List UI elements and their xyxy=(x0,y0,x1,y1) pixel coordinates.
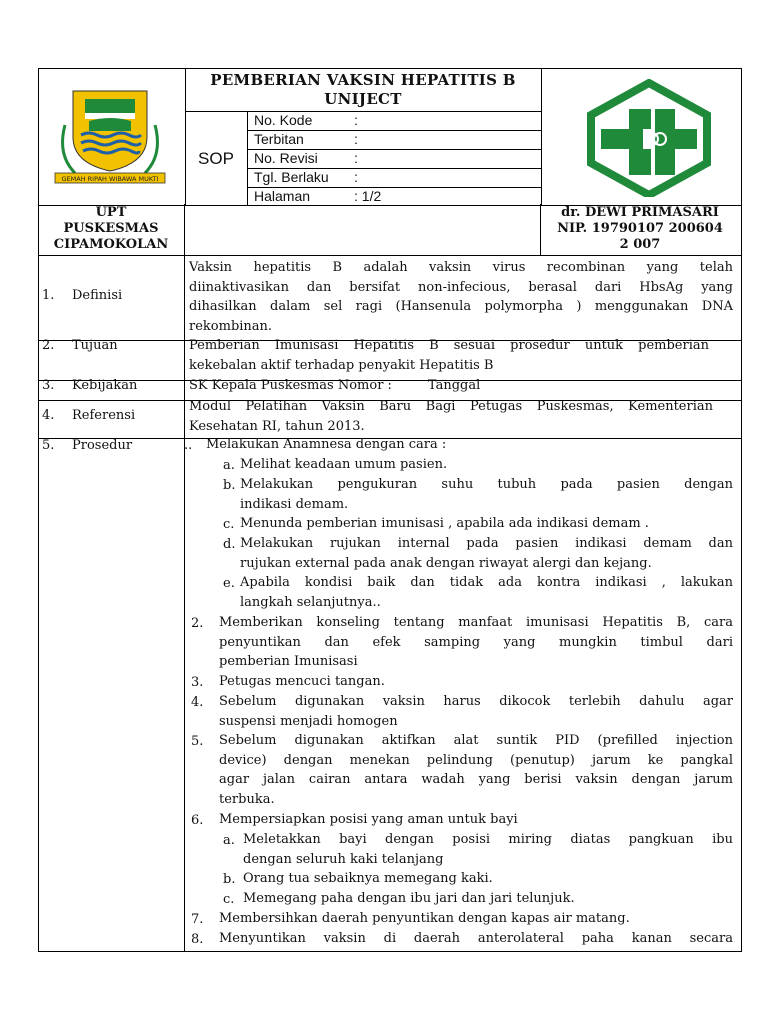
section-prosedur-label: 5. Prosedur xyxy=(42,438,133,453)
section-referensi-label: 4. Referensi xyxy=(42,408,136,423)
meta-no-kode: No. Kode : xyxy=(254,112,358,128)
section-definisi-label: 1. Definisi xyxy=(42,288,123,303)
step-1a: Melihat keadaan umum pasien. xyxy=(240,457,448,472)
meta-terbitan: Terbitan : xyxy=(254,131,358,147)
meta-halaman: Halaman : 1/2 xyxy=(254,188,382,204)
step-6a: Meletakkan bayi dengan posisi miring diatas pangkuan ibu dengan seluruh kaki telanjang xyxy=(243,832,733,867)
section-kebijakan-label: 3. Kebijakan xyxy=(42,378,138,393)
step-6b-marker: b. xyxy=(223,872,236,887)
step-3-marker: 3. xyxy=(191,675,204,690)
step-1b-marker: b. xyxy=(223,478,236,493)
step-7-marker: 7. xyxy=(191,912,204,927)
step-2: Memberikan konseling tentang manfaat imunisasi Hepatitis B, cara penyuntikan dan efek samping yang mungkin timbul dari pemberian Imunisasi xyxy=(219,615,733,670)
step-1e-marker: e. xyxy=(223,576,235,591)
step-1: Melakukan Anamnesa dengan cara : xyxy=(206,437,447,452)
step-3: Petugas mencuci tangan. xyxy=(219,674,385,689)
step-6b: Orang tua sebaiknya memegang kaki. xyxy=(243,871,493,886)
step-1b: Melakukan pengukuran suhu tubuh pada pasien dengan indikasi demam. xyxy=(240,477,733,512)
step-4-marker: 4. xyxy=(191,695,204,710)
step-7: Membersihkan daerah penyuntikan dengan kapas air matang. xyxy=(219,911,630,926)
step-5-marker: 5. xyxy=(191,734,204,749)
city-emblem-logo xyxy=(45,85,175,187)
organization-name: UPT PUSKESMAS CIPAMOKOLAN xyxy=(53,205,169,252)
step-6c: Memegang paha dengan ibu jari dan jari telunjuk. xyxy=(243,891,575,906)
step-1a-marker: a. xyxy=(223,458,235,473)
section-referensi-text: Modul Pelatihan Vaksin Baru Bagi Petugas Puskesmas, Kementerian Kesehatan RI, tahun 2013. xyxy=(189,399,713,434)
step-1d: Melakukan rujukan internal pada pasien indikasi demam dan rujukan external pada anak dengan riwayat alergi dan kejang. xyxy=(240,536,733,571)
step-1c: Menunda pemberian imunisasi , apabila ada indikasi demam . xyxy=(240,516,649,531)
meta-tgl-berlaku: Tgl. Berlaku : xyxy=(254,169,358,185)
step-1d-marker: d. xyxy=(223,537,236,552)
sop-label: SOP xyxy=(198,148,234,168)
step-2-marker: 2. xyxy=(191,616,204,631)
section-tujuan-text: Pemberian Imunisasi Hepatitis B sesuai prosedur untuk pemberian kekebalan aktif terhadap penyakit Hepatitis B xyxy=(189,338,709,373)
step-6c-marker: c. xyxy=(223,892,235,907)
step-5: Sebelum digunakan aktifkan alat suntik PID (prefilled injection device) dengan menekan pelindung (penutup) jarum ke pangkal agar jalan cairan antara wadah yang berisi vaksin dengan jarum terbuka. xyxy=(219,733,733,807)
document-title: PEMBERIAN VAKSIN HEPATITIS B UNIJECT xyxy=(210,71,516,108)
meta-no-revisi: No. Revisi : xyxy=(254,150,358,166)
svg-text:GEMAH RIPAH WIBAWA MUKTI: GEMAH RIPAH WIBAWA MUKTI xyxy=(61,175,159,183)
puskesmas-logo xyxy=(579,79,719,197)
step-6-marker: 6. xyxy=(191,813,204,828)
section-tujuan-label: 2. Tujuan xyxy=(42,338,118,353)
sop-header xyxy=(38,68,742,206)
step-1e: Apabila kondisi baik dan tidak ada kontra indikasi , lakukan langkah selanjutnya.. xyxy=(240,575,733,610)
step-1c-marker: c. xyxy=(223,517,235,532)
step-6a-marker: a. xyxy=(223,833,235,848)
step-6: Mempersiapkan posisi yang aman untuk bayi xyxy=(219,812,518,827)
section-definisi-text: Vaksin hepatitis B adalah vaksin virus recombinan yang telah diinaktivasikan dan bersifat non-infecious, berasal dari HbsAg yang dihasilkan dalam sel ragi (Hansenula polymorpha ) menggunakan DNA rekombinan. xyxy=(189,260,733,334)
step-8-marker: 8. xyxy=(191,932,204,947)
step-1-marker: .. xyxy=(184,438,193,453)
step-4: Sebelum digunakan vaksin harus dikocok terlebih dahulu agar suspensi menjadi homogen xyxy=(219,694,733,729)
step-8: Menyuntikan vaksin di daerah anterolateral paha kanan secara xyxy=(219,931,733,946)
section-kebijakan-text: SK Kepala Puskesmas Nomor : Tanggal xyxy=(189,378,481,393)
sop-document xyxy=(38,68,742,952)
signer-block: dr. DEWI PRIMASARI NIP. 19790107 200604 2 007 xyxy=(557,205,723,252)
